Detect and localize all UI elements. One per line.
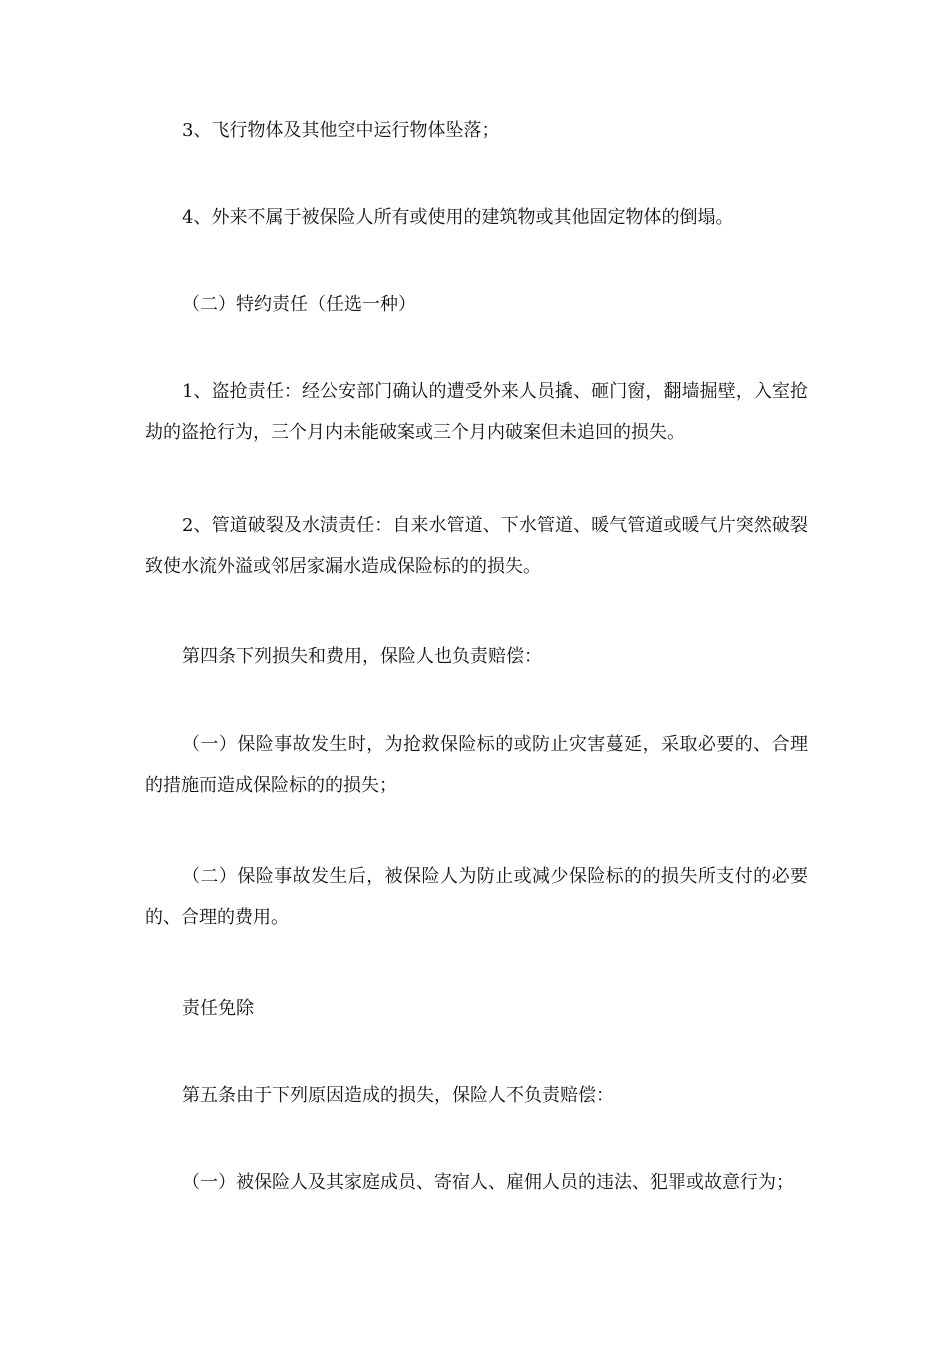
paragraph-article-4-item-1: （一）保险事故发生时，为抢救保险标的或防止灾害蔓延，采取必要的、合理的措施而造成保险标的的损失； xyxy=(145,734,808,796)
paragraph-article-5-item-1: （一）被保险人及其家庭成员、寄宿人、雇佣人员的违法、犯罪或故意行为； xyxy=(182,1172,794,1193)
paragraph-item-3-flying-objects: 3、飞行物体及其他空中运行物体坠落； xyxy=(182,120,500,141)
paragraph-theft-liability: 1、盗抢责任：经公安部门确认的遭受外来人员撬、砸门窗，翻墙掘壁，入室抢劫的盗抢行为，三个月内未能破案或三个月内破案但未追回的损失。 xyxy=(145,381,808,443)
section-heading-special-liability: （二）特约责任（任选一种） xyxy=(182,294,416,315)
paragraph-article-5: 第五条由于下列原因造成的损失，保险人不负责赔偿： xyxy=(182,1085,614,1106)
paragraph-pipe-burst-liability: 2、管道破裂及水渍责任：自来水管道、下水管道、暖气管道或暖气片突然破裂致使水流外溢或邻居家漏水造成保险标的的损失。 xyxy=(145,515,808,577)
paragraph-article-4: 第四条下列损失和费用，保险人也负责赔偿： xyxy=(182,646,542,667)
paragraph-article-4-item-2: （二）保险事故发生后，被保险人为防止或减少保险标的的损失所支付的必要的、合理的费用。 xyxy=(145,866,808,928)
paragraph-item-4-building-collapse: 4、外来不属于被保险人所有或使用的建筑物或其他固定物体的倒塌。 xyxy=(182,207,734,228)
section-heading-exclusions: 责任免除 xyxy=(182,998,254,1019)
